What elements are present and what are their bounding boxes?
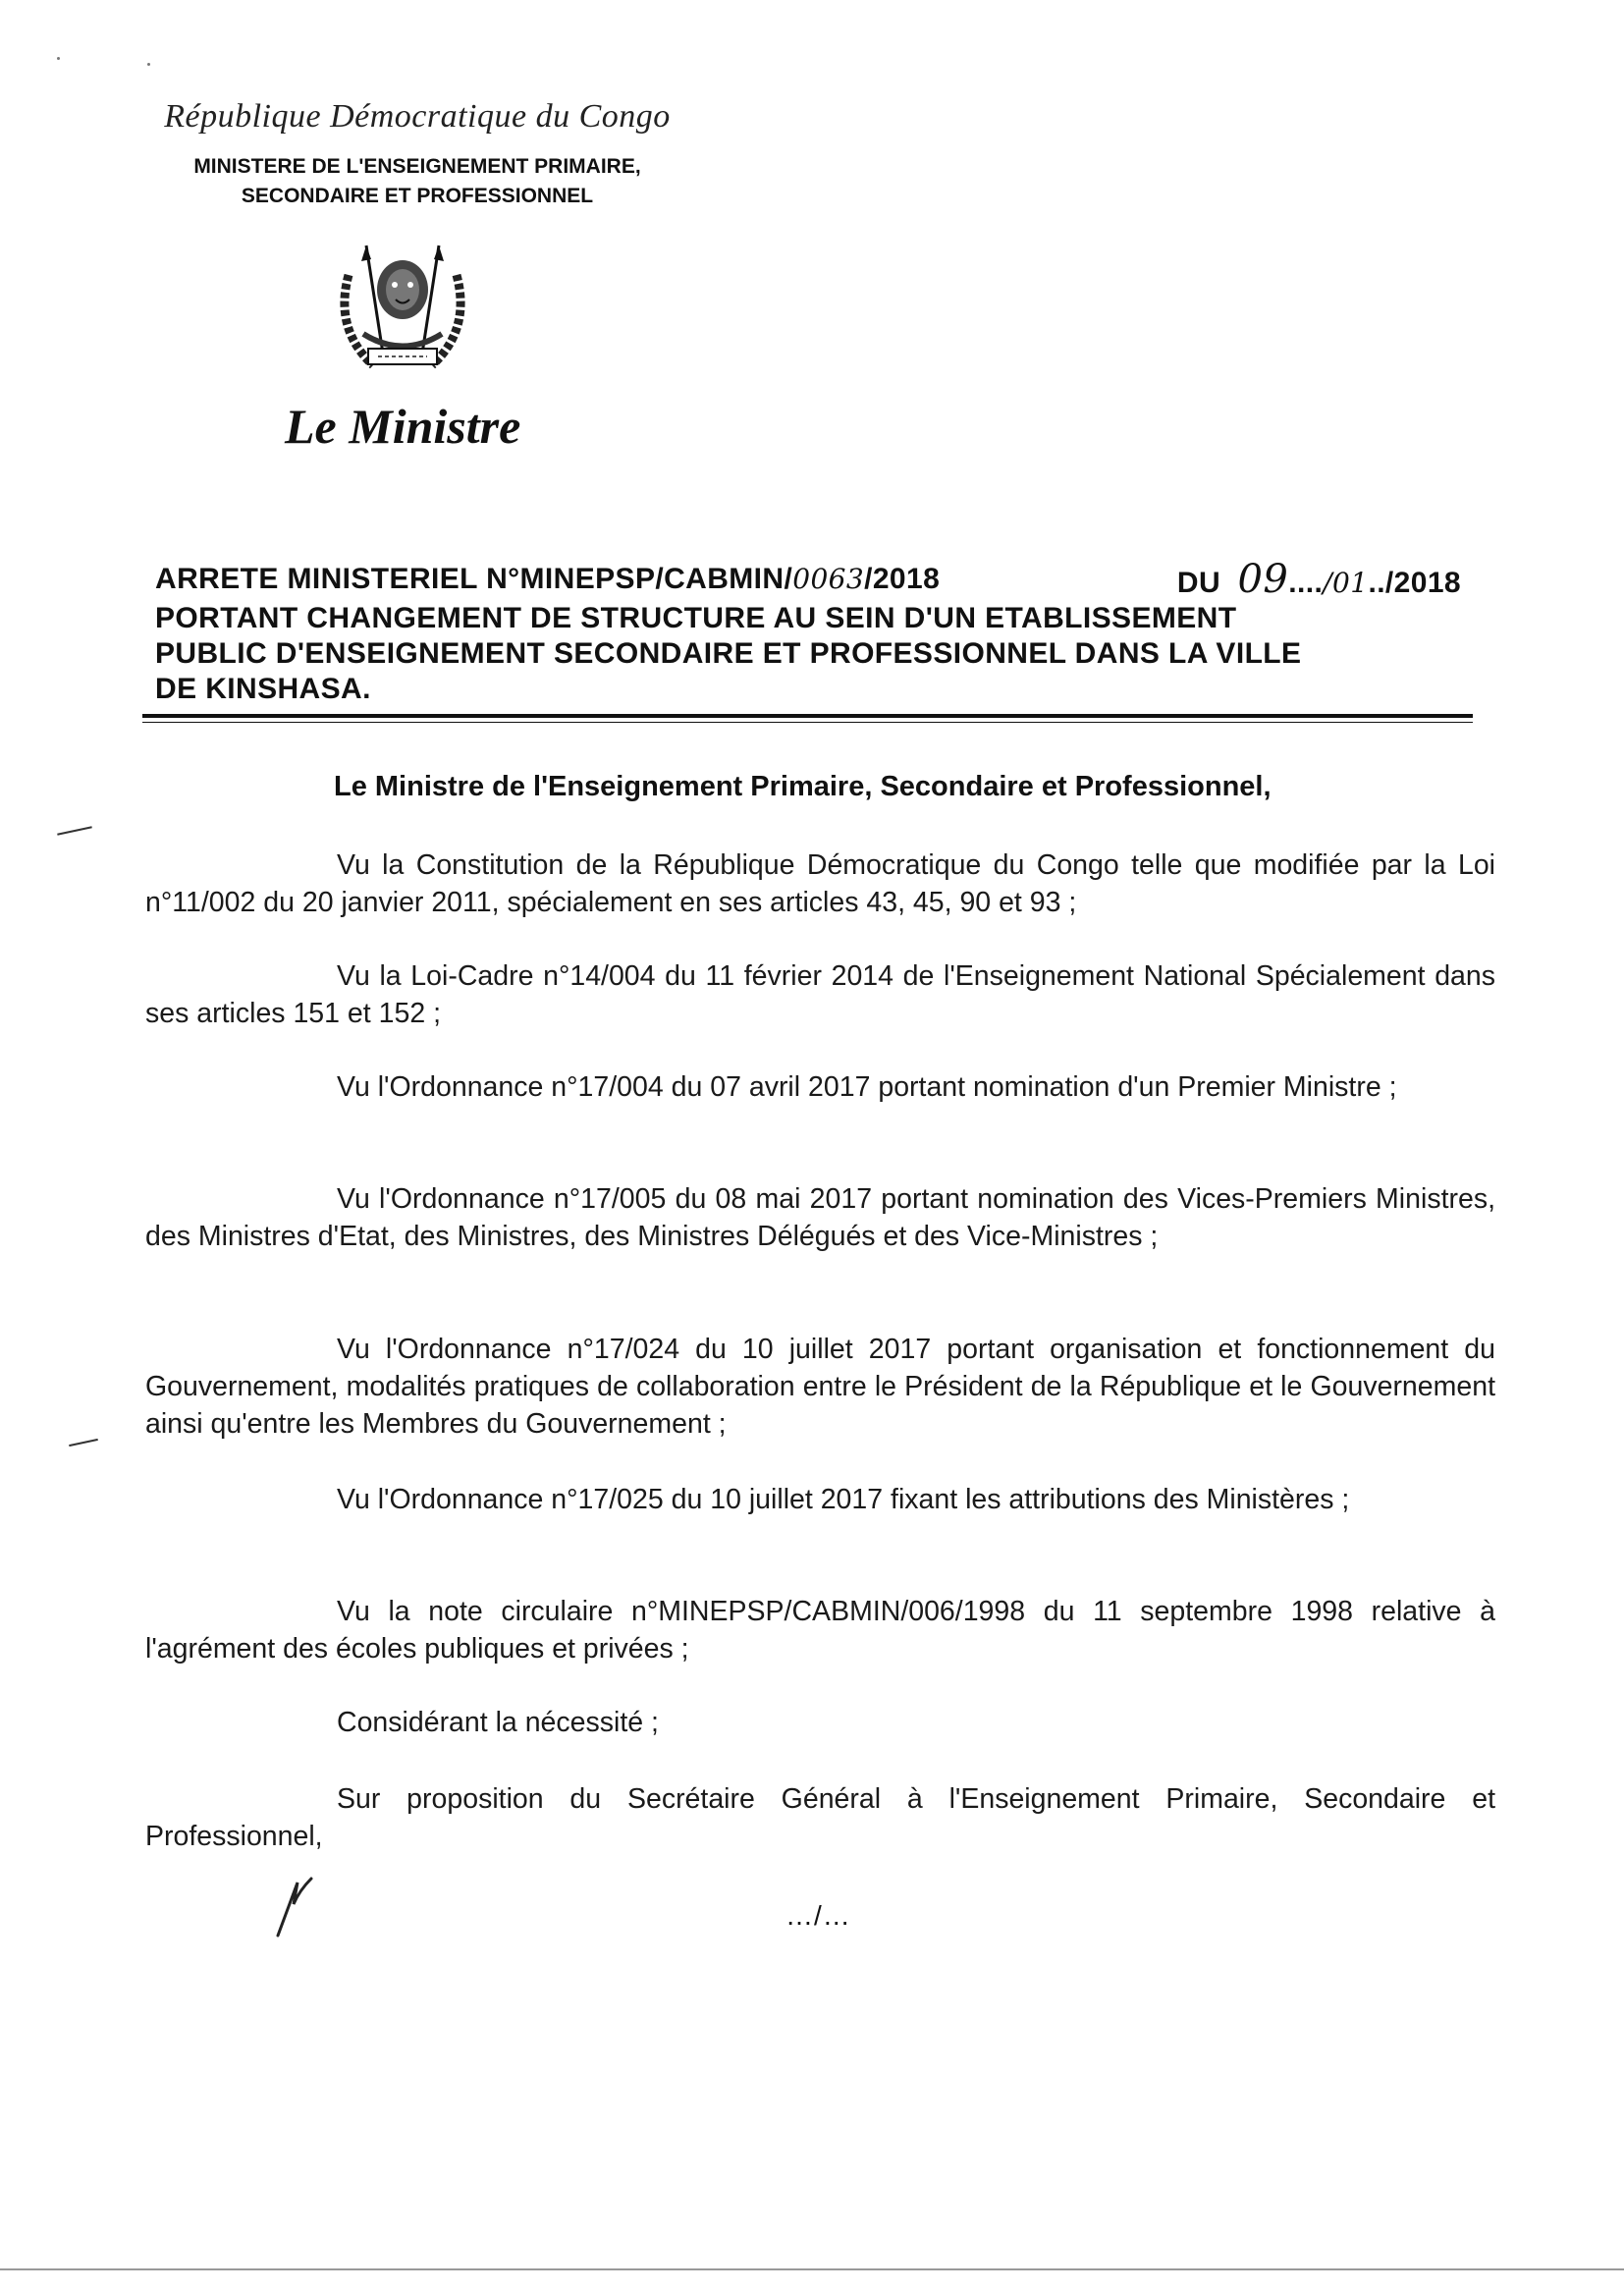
ministry-name — [137, 152, 697, 211]
paragraph-loi-cadre: Vu la Loi-Cadre n°14/004 du 11 février 2014 de l'Enseignement National Spécialement dans ses articles 151 et 152 ; — [145, 960, 1495, 1029]
coat-of-arms-icon — [329, 236, 476, 383]
decree-number-handwritten: 0063 — [792, 563, 865, 595]
decree-number-line — [155, 557, 1461, 602]
handwritten-initials — [270, 1871, 319, 1944]
decree-subject-line-3: DE KINSHASA. — [155, 673, 371, 705]
continuation-mark: …/… — [785, 1900, 851, 1931]
paragraph-note-circulaire: Vu la note circulaire n°MINEPSP/CABMIN/006/1998 du 11 septembre 1998 relative à l'agrément des écoles publiques et privées ; — [145, 1596, 1495, 1665]
paragraph-proposition: Sur proposition du Secrétaire Général à l'Enseignement Primaire, Secondaire et Professionnel, — [145, 1783, 1495, 1852]
decree-day-handwritten: 09 — [1237, 557, 1289, 602]
title-rule-thin — [142, 722, 1473, 723]
paragraph-constitution: Vu la Constitution de la République Démocratique du Congo telle que modifiée par la Loi n°11/002 du 20 janvier 2011, spécialement en ses articles 43, 45, 90 et 93 ; — [145, 849, 1495, 918]
decree-subject-line-1: PORTANT CHANGEMENT DE STRUCTURE AU SEIN D'UN ETABLISSEMENT — [155, 602, 1237, 634]
ministry-line-1: MINISTERE DE L'ENSEIGNEMENT PRIMAIRE, — [193, 155, 641, 178]
paragraph-ordonnance-17-004: Vu l'Ordonnance n°17/004 du 07 avril 2017 portant nomination d'un Premier Ministre ; — [337, 1071, 1397, 1103]
paragraph-ordonnance-17-025: Vu l'Ordonnance n°17/025 du 10 juillet 2017 fixant les attributions des Ministères ; — [337, 1484, 1350, 1515]
decree-date-suffix: ../2018 — [1368, 567, 1461, 599]
page-bottom-edge — [0, 2268, 1624, 2270]
paragraph-ordonnance-17-005: Vu l'Ordonnance n°17/005 du 08 mai 2017 portant nomination des Vices-Premiers Ministres, des Ministres d'Etat, des Ministres, des Ministres Délégués et des Vice-Ministres ; — [145, 1183, 1495, 1252]
decree-subject-line-2: PUBLIC D'ENSEIGNEMENT SECONDAIRE ET PROFESSIONNEL DANS LA VILLE — [155, 637, 1302, 670]
country-name: République Démocratique du Congo — [164, 98, 671, 135]
decree-number — [155, 562, 940, 601]
decree-year: /2018 — [864, 563, 941, 595]
minister-title: Le Ministre — [285, 399, 521, 454]
decree-du: DU — [1176, 567, 1221, 599]
scan-speck — [57, 57, 60, 60]
intro-heading: Le Ministre de l'Enseignement Primaire, Secondaire et Professionnel, — [334, 771, 1272, 802]
scan-speck — [147, 63, 150, 66]
scan-mark — [57, 826, 92, 835]
decree-date-dots: .... — [1288, 567, 1324, 599]
scan-mark — [69, 1439, 98, 1447]
paragraph-considerant: Considérant la nécessité ; — [337, 1707, 659, 1738]
decree-number-prefix: ARRETE MINISTERIEL N°MINEPSP/CABMIN/ — [155, 563, 793, 595]
decree-date — [1176, 557, 1461, 602]
paragraph-ordonnance-17-024: Vu l'Ordonnance n°17/024 du 10 juillet 2017 portant organisation et fonctionnement du Gouvernement, modalités pratiques de collaboration entre le Président de la République et le Gouvernement ainsi qu'entre les Membres du Gouvernement ; — [145, 1334, 1495, 1440]
decree-title — [155, 557, 1461, 707]
title-rule-thick — [142, 714, 1473, 718]
ministry-line-2: SECONDAIRE ET PROFESSIONNEL — [241, 185, 594, 207]
decree-month-handwritten: /01 — [1323, 567, 1369, 599]
